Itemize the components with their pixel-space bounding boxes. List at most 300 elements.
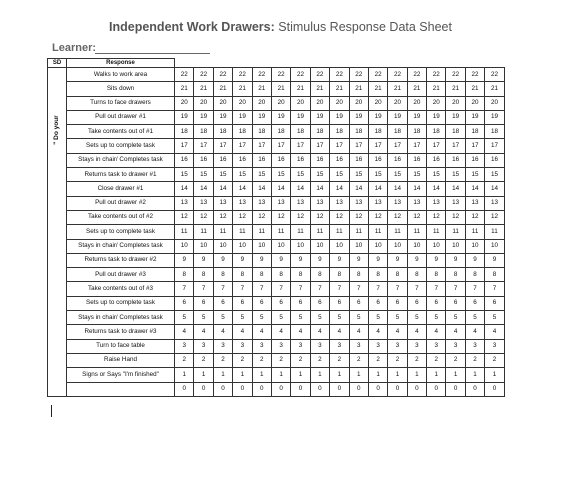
score-cell[interactable]: 14: [368, 182, 387, 196]
score-cell[interactable]: 3: [271, 339, 290, 353]
score-cell[interactable]: 21: [388, 82, 407, 96]
score-cell[interactable]: 12: [252, 210, 271, 224]
score-cell[interactable]: 13: [213, 196, 232, 210]
score-cell[interactable]: 7: [175, 282, 194, 296]
score-cell[interactable]: 16: [388, 153, 407, 167]
score-cell[interactable]: 2: [485, 353, 504, 367]
score-cell[interactable]: 21: [291, 82, 310, 96]
score-cell[interactable]: 19: [349, 110, 368, 124]
score-cell[interactable]: 14: [388, 182, 407, 196]
score-cell[interactable]: 13: [349, 196, 368, 210]
score-cell[interactable]: 12: [349, 210, 368, 224]
score-cell[interactable]: 3: [446, 339, 465, 353]
score-cell[interactable]: 11: [310, 225, 329, 239]
score-cell[interactable]: 16: [427, 153, 446, 167]
score-cell[interactable]: 17: [233, 139, 252, 153]
score-cell[interactable]: 19: [310, 110, 329, 124]
score-cell[interactable]: 5: [485, 311, 504, 325]
score-cell[interactable]: 7: [213, 282, 232, 296]
score-cell[interactable]: 19: [465, 110, 484, 124]
score-cell[interactable]: 17: [252, 139, 271, 153]
score-cell[interactable]: 18: [446, 125, 465, 139]
score-cell[interactable]: 4: [388, 325, 407, 339]
score-cell[interactable]: 7: [271, 282, 290, 296]
score-cell[interactable]: 5: [388, 311, 407, 325]
score-cell[interactable]: 20: [388, 96, 407, 110]
score-cell[interactable]: 16: [213, 153, 232, 167]
score-cell[interactable]: 13: [446, 196, 465, 210]
score-cell[interactable]: 1: [407, 368, 426, 382]
score-cell[interactable]: 11: [252, 225, 271, 239]
score-cell[interactable]: 13: [175, 196, 194, 210]
score-cell[interactable]: 7: [427, 282, 446, 296]
score-cell[interactable]: 12: [368, 210, 387, 224]
score-cell[interactable]: 19: [388, 110, 407, 124]
score-cell[interactable]: 3: [291, 339, 310, 353]
score-cell[interactable]: 14: [427, 182, 446, 196]
score-cell[interactable]: 18: [271, 125, 290, 139]
score-cell[interactable]: 16: [485, 153, 504, 167]
score-cell[interactable]: 6: [446, 296, 465, 310]
score-cell[interactable]: 3: [388, 339, 407, 353]
score-cell[interactable]: 5: [194, 311, 213, 325]
score-cell[interactable]: 0: [271, 382, 290, 396]
score-cell[interactable]: 22: [252, 68, 271, 82]
score-cell[interactable]: 22: [427, 68, 446, 82]
score-cell[interactable]: 19: [252, 110, 271, 124]
score-cell[interactable]: 15: [485, 168, 504, 182]
score-cell[interactable]: 1: [194, 368, 213, 382]
score-cell[interactable]: 2: [388, 353, 407, 367]
score-cell[interactable]: 6: [252, 296, 271, 310]
score-cell[interactable]: 20: [194, 96, 213, 110]
score-cell[interactable]: 15: [349, 168, 368, 182]
score-cell[interactable]: 10: [330, 239, 349, 253]
score-cell[interactable]: 11: [233, 225, 252, 239]
score-cell[interactable]: 0: [330, 382, 349, 396]
score-cell[interactable]: 19: [330, 110, 349, 124]
score-cell[interactable]: 10: [271, 239, 290, 253]
score-cell[interactable]: 16: [465, 153, 484, 167]
score-cell[interactable]: 0: [213, 382, 232, 396]
score-cell[interactable]: 17: [194, 139, 213, 153]
score-cell[interactable]: 15: [175, 168, 194, 182]
score-cell[interactable]: 22: [388, 68, 407, 82]
score-cell[interactable]: 12: [213, 210, 232, 224]
score-cell[interactable]: 2: [194, 353, 213, 367]
score-cell[interactable]: 17: [465, 139, 484, 153]
score-cell[interactable]: 4: [233, 325, 252, 339]
score-cell[interactable]: 7: [233, 282, 252, 296]
score-cell[interactable]: 10: [233, 239, 252, 253]
score-cell[interactable]: 15: [427, 168, 446, 182]
score-cell[interactable]: 4: [310, 325, 329, 339]
score-cell[interactable]: 12: [446, 210, 465, 224]
score-cell[interactable]: 18: [330, 125, 349, 139]
score-cell[interactable]: 14: [330, 182, 349, 196]
score-cell[interactable]: 21: [368, 82, 387, 96]
score-cell[interactable]: 21: [485, 82, 504, 96]
score-cell[interactable]: 0: [368, 382, 387, 396]
score-cell[interactable]: 1: [368, 368, 387, 382]
score-cell[interactable]: 12: [291, 210, 310, 224]
score-cell[interactable]: 9: [330, 253, 349, 267]
score-cell[interactable]: 5: [465, 311, 484, 325]
score-cell[interactable]: 20: [213, 96, 232, 110]
score-cell[interactable]: 20: [446, 96, 465, 110]
score-cell[interactable]: 11: [388, 225, 407, 239]
score-cell[interactable]: 2: [310, 353, 329, 367]
score-cell[interactable]: 11: [427, 225, 446, 239]
score-cell[interactable]: 19: [407, 110, 426, 124]
score-cell[interactable]: 20: [485, 96, 504, 110]
score-cell[interactable]: 7: [349, 282, 368, 296]
score-cell[interactable]: 4: [446, 325, 465, 339]
score-cell[interactable]: 11: [465, 225, 484, 239]
score-cell[interactable]: 15: [407, 168, 426, 182]
score-cell[interactable]: 10: [291, 239, 310, 253]
score-cell[interactable]: 17: [368, 139, 387, 153]
score-cell[interactable]: 7: [388, 282, 407, 296]
score-cell[interactable]: 19: [485, 110, 504, 124]
score-cell[interactable]: 7: [446, 282, 465, 296]
score-cell[interactable]: 7: [368, 282, 387, 296]
score-cell[interactable]: 5: [330, 311, 349, 325]
score-cell[interactable]: 2: [271, 353, 290, 367]
score-cell[interactable]: 8: [271, 268, 290, 282]
score-cell[interactable]: 16: [252, 153, 271, 167]
score-cell[interactable]: 6: [407, 296, 426, 310]
score-cell[interactable]: 1: [291, 368, 310, 382]
score-cell[interactable]: 10: [310, 239, 329, 253]
score-cell[interactable]: 15: [271, 168, 290, 182]
score-cell[interactable]: 10: [485, 239, 504, 253]
score-cell[interactable]: 2: [368, 353, 387, 367]
score-cell[interactable]: 1: [427, 368, 446, 382]
score-cell[interactable]: 8: [465, 268, 484, 282]
score-cell[interactable]: 7: [310, 282, 329, 296]
score-cell[interactable]: 3: [368, 339, 387, 353]
score-cell[interactable]: 22: [349, 68, 368, 82]
score-cell[interactable]: 6: [427, 296, 446, 310]
score-cell[interactable]: 22: [175, 68, 194, 82]
score-cell[interactable]: 7: [291, 282, 310, 296]
score-cell[interactable]: 7: [407, 282, 426, 296]
score-cell[interactable]: 13: [368, 196, 387, 210]
score-cell[interactable]: 6: [485, 296, 504, 310]
score-cell[interactable]: 8: [310, 268, 329, 282]
score-cell[interactable]: 0: [465, 382, 484, 396]
score-cell[interactable]: 18: [427, 125, 446, 139]
score-cell[interactable]: 22: [213, 68, 232, 82]
score-cell[interactable]: 3: [175, 339, 194, 353]
score-cell[interactable]: 17: [175, 139, 194, 153]
score-cell[interactable]: 20: [368, 96, 387, 110]
score-cell[interactable]: 22: [291, 68, 310, 82]
score-cell[interactable]: 19: [291, 110, 310, 124]
score-cell[interactable]: 13: [291, 196, 310, 210]
score-cell[interactable]: 22: [233, 68, 252, 82]
score-cell[interactable]: 12: [407, 210, 426, 224]
score-cell[interactable]: 1: [175, 368, 194, 382]
score-cell[interactable]: 1: [271, 368, 290, 382]
score-cell[interactable]: 9: [310, 253, 329, 267]
score-cell[interactable]: 0: [427, 382, 446, 396]
score-cell[interactable]: 20: [427, 96, 446, 110]
score-cell[interactable]: 11: [330, 225, 349, 239]
score-cell[interactable]: 1: [349, 368, 368, 382]
score-cell[interactable]: 0: [310, 382, 329, 396]
score-cell[interactable]: 14: [175, 182, 194, 196]
score-cell[interactable]: 21: [427, 82, 446, 96]
score-cell[interactable]: 11: [368, 225, 387, 239]
score-cell[interactable]: 3: [349, 339, 368, 353]
score-cell[interactable]: 12: [330, 210, 349, 224]
score-cell[interactable]: 16: [175, 153, 194, 167]
score-cell[interactable]: 19: [175, 110, 194, 124]
score-cell[interactable]: 5: [213, 311, 232, 325]
score-cell[interactable]: 4: [175, 325, 194, 339]
score-cell[interactable]: 18: [194, 125, 213, 139]
score-cell[interactable]: 2: [233, 353, 252, 367]
score-cell[interactable]: 8: [485, 268, 504, 282]
score-cell[interactable]: 21: [465, 82, 484, 96]
score-cell[interactable]: 6: [291, 296, 310, 310]
score-cell[interactable]: 17: [213, 139, 232, 153]
score-cell[interactable]: 10: [465, 239, 484, 253]
score-cell[interactable]: 18: [407, 125, 426, 139]
score-cell[interactable]: 16: [233, 153, 252, 167]
score-cell[interactable]: 21: [407, 82, 426, 96]
score-cell[interactable]: 18: [252, 125, 271, 139]
score-cell[interactable]: 7: [330, 282, 349, 296]
score-cell[interactable]: 4: [368, 325, 387, 339]
score-cell[interactable]: 4: [427, 325, 446, 339]
score-cell[interactable]: 9: [485, 253, 504, 267]
score-cell[interactable]: 0: [485, 382, 504, 396]
score-cell[interactable]: 10: [213, 239, 232, 253]
score-cell[interactable]: 4: [485, 325, 504, 339]
score-cell[interactable]: 21: [175, 82, 194, 96]
score-cell[interactable]: 21: [252, 82, 271, 96]
score-cell[interactable]: 17: [349, 139, 368, 153]
score-cell[interactable]: 7: [485, 282, 504, 296]
learner-name-line[interactable]: [95, 53, 210, 54]
score-cell[interactable]: 3: [465, 339, 484, 353]
score-cell[interactable]: 18: [465, 125, 484, 139]
score-cell[interactable]: 14: [349, 182, 368, 196]
score-cell[interactable]: 13: [330, 196, 349, 210]
score-cell[interactable]: 18: [291, 125, 310, 139]
score-cell[interactable]: 18: [175, 125, 194, 139]
score-cell[interactable]: 5: [233, 311, 252, 325]
score-cell[interactable]: 0: [407, 382, 426, 396]
score-cell[interactable]: 6: [271, 296, 290, 310]
score-cell[interactable]: 2: [349, 353, 368, 367]
score-cell[interactable]: 19: [194, 110, 213, 124]
score-cell[interactable]: 8: [427, 268, 446, 282]
score-cell[interactable]: 10: [175, 239, 194, 253]
score-cell[interactable]: 19: [271, 110, 290, 124]
score-cell[interactable]: 1: [330, 368, 349, 382]
score-cell[interactable]: 5: [446, 311, 465, 325]
score-cell[interactable]: 15: [446, 168, 465, 182]
score-cell[interactable]: 14: [310, 182, 329, 196]
score-cell[interactable]: 11: [485, 225, 504, 239]
score-cell[interactable]: 3: [233, 339, 252, 353]
score-cell[interactable]: 8: [446, 268, 465, 282]
score-cell[interactable]: 9: [271, 253, 290, 267]
score-cell[interactable]: 1: [252, 368, 271, 382]
score-cell[interactable]: 2: [407, 353, 426, 367]
score-cell[interactable]: 1: [213, 368, 232, 382]
score-cell[interactable]: 11: [446, 225, 465, 239]
score-cell[interactable]: 13: [310, 196, 329, 210]
score-cell[interactable]: 5: [175, 311, 194, 325]
score-cell[interactable]: 12: [427, 210, 446, 224]
score-cell[interactable]: 6: [465, 296, 484, 310]
score-cell[interactable]: 18: [388, 125, 407, 139]
score-cell[interactable]: 6: [194, 296, 213, 310]
score-cell[interactable]: 2: [252, 353, 271, 367]
score-cell[interactable]: 9: [446, 253, 465, 267]
score-cell[interactable]: 21: [310, 82, 329, 96]
score-cell[interactable]: 15: [213, 168, 232, 182]
score-cell[interactable]: 19: [233, 110, 252, 124]
score-cell[interactable]: 18: [368, 125, 387, 139]
score-cell[interactable]: 15: [388, 168, 407, 182]
score-cell[interactable]: 13: [388, 196, 407, 210]
score-cell[interactable]: 3: [427, 339, 446, 353]
score-cell[interactable]: 20: [175, 96, 194, 110]
score-cell[interactable]: 17: [485, 139, 504, 153]
score-cell[interactable]: 0: [233, 382, 252, 396]
score-cell[interactable]: 19: [368, 110, 387, 124]
score-cell[interactable]: 15: [330, 168, 349, 182]
score-cell[interactable]: 21: [349, 82, 368, 96]
score-cell[interactable]: 12: [388, 210, 407, 224]
score-cell[interactable]: 11: [271, 225, 290, 239]
score-cell[interactable]: 1: [388, 368, 407, 382]
score-cell[interactable]: 13: [485, 196, 504, 210]
score-cell[interactable]: 20: [407, 96, 426, 110]
score-cell[interactable]: 7: [252, 282, 271, 296]
score-cell[interactable]: 14: [271, 182, 290, 196]
score-cell[interactable]: 21: [233, 82, 252, 96]
score-cell[interactable]: 4: [194, 325, 213, 339]
score-cell[interactable]: 9: [291, 253, 310, 267]
score-cell[interactable]: 12: [310, 210, 329, 224]
score-cell[interactable]: 2: [291, 353, 310, 367]
score-cell[interactable]: 9: [388, 253, 407, 267]
score-cell[interactable]: 14: [485, 182, 504, 196]
score-cell[interactable]: 8: [349, 268, 368, 282]
score-cell[interactable]: 17: [446, 139, 465, 153]
score-cell[interactable]: 12: [485, 210, 504, 224]
score-cell[interactable]: 6: [233, 296, 252, 310]
score-cell[interactable]: 15: [233, 168, 252, 182]
score-cell[interactable]: 8: [252, 268, 271, 282]
score-cell[interactable]: 21: [330, 82, 349, 96]
score-cell[interactable]: 13: [271, 196, 290, 210]
score-cell[interactable]: 13: [465, 196, 484, 210]
score-cell[interactable]: 2: [446, 353, 465, 367]
score-cell[interactable]: 2: [175, 353, 194, 367]
score-cell[interactable]: 3: [407, 339, 426, 353]
score-cell[interactable]: 3: [213, 339, 232, 353]
score-cell[interactable]: 6: [310, 296, 329, 310]
score-cell[interactable]: 1: [310, 368, 329, 382]
score-cell[interactable]: 15: [291, 168, 310, 182]
score-cell[interactable]: 0: [388, 382, 407, 396]
score-cell[interactable]: 10: [407, 239, 426, 253]
score-cell[interactable]: 19: [213, 110, 232, 124]
score-cell[interactable]: 4: [271, 325, 290, 339]
score-cell[interactable]: 10: [446, 239, 465, 253]
score-cell[interactable]: 17: [310, 139, 329, 153]
score-cell[interactable]: 14: [233, 182, 252, 196]
score-cell[interactable]: 8: [330, 268, 349, 282]
score-cell[interactable]: 13: [407, 196, 426, 210]
score-cell[interactable]: 17: [330, 139, 349, 153]
score-cell[interactable]: 9: [368, 253, 387, 267]
score-cell[interactable]: 15: [368, 168, 387, 182]
score-cell[interactable]: 17: [427, 139, 446, 153]
score-cell[interactable]: 18: [349, 125, 368, 139]
score-cell[interactable]: 7: [465, 282, 484, 296]
score-cell[interactable]: 19: [427, 110, 446, 124]
score-cell[interactable]: 6: [330, 296, 349, 310]
score-cell[interactable]: 20: [252, 96, 271, 110]
score-cell[interactable]: 10: [368, 239, 387, 253]
score-cell[interactable]: 13: [427, 196, 446, 210]
score-cell[interactable]: 21: [213, 82, 232, 96]
score-cell[interactable]: 16: [194, 153, 213, 167]
score-cell[interactable]: 2: [330, 353, 349, 367]
score-cell[interactable]: 5: [252, 311, 271, 325]
score-cell[interactable]: 5: [271, 311, 290, 325]
score-cell[interactable]: 1: [485, 368, 504, 382]
score-cell[interactable]: 14: [407, 182, 426, 196]
score-cell[interactable]: 20: [349, 96, 368, 110]
score-cell[interactable]: 5: [349, 311, 368, 325]
score-cell[interactable]: 22: [446, 68, 465, 82]
score-cell[interactable]: 14: [465, 182, 484, 196]
score-cell[interactable]: 8: [407, 268, 426, 282]
score-cell[interactable]: 6: [175, 296, 194, 310]
score-cell[interactable]: 16: [446, 153, 465, 167]
score-cell[interactable]: 12: [233, 210, 252, 224]
score-cell[interactable]: 20: [291, 96, 310, 110]
score-cell[interactable]: 8: [368, 268, 387, 282]
score-cell[interactable]: 9: [175, 253, 194, 267]
score-cell[interactable]: 8: [233, 268, 252, 282]
score-cell[interactable]: 16: [349, 153, 368, 167]
score-cell[interactable]: 5: [407, 311, 426, 325]
score-cell[interactable]: 22: [271, 68, 290, 82]
score-cell[interactable]: 22: [368, 68, 387, 82]
score-cell[interactable]: 19: [446, 110, 465, 124]
score-cell[interactable]: 11: [213, 225, 232, 239]
score-cell[interactable]: 0: [349, 382, 368, 396]
score-cell[interactable]: 18: [233, 125, 252, 139]
score-cell[interactable]: 18: [310, 125, 329, 139]
score-cell[interactable]: 21: [271, 82, 290, 96]
score-cell[interactable]: 9: [194, 253, 213, 267]
score-cell[interactable]: 16: [291, 153, 310, 167]
score-cell[interactable]: 5: [427, 311, 446, 325]
score-cell[interactable]: 10: [349, 239, 368, 253]
